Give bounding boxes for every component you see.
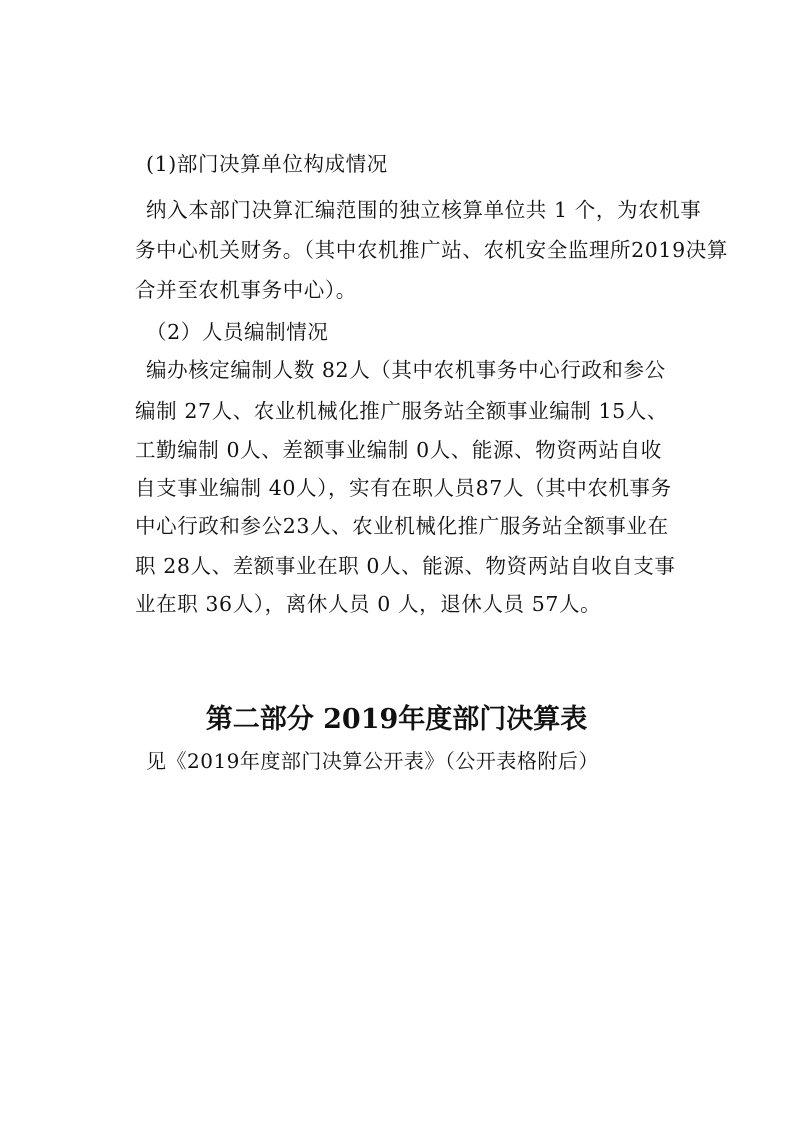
section2-title: （2）人员编制情况 — [146, 320, 329, 344]
section2-line-3: 工勤编制 0人、差额事业编制 0人、能源、物资两站自收 — [135, 438, 662, 462]
part2-heading: 第二部分 2019年度部门决算表 — [205, 704, 588, 735]
section2-line-2: 编制 27人、农业机械化推广服务站全额事业编制 15人、 — [135, 399, 669, 423]
section2-line-1: 编办核定编制人数 82人（其中农机事务中心行政和参公 — [146, 358, 666, 382]
part2-note: 见《2019年度部门决算公开表》（公开表格附后） — [146, 749, 599, 773]
section1-line-1: 纳入本部门决算汇编范围的独立核算单位共 1 个，为农机事 — [146, 198, 702, 222]
section2-line-5: 中心行政和参公23人、农业机械化推广服务站全额事业在 — [135, 514, 669, 538]
section1-title: (1)部门决算单位构成情况 — [146, 152, 388, 176]
section1-line-2: 务中心机关财务。（其中农机推广站、农机安全监理所2019决算 — [135, 238, 728, 262]
section1-line-3: 合并至农机事务中心）。 — [135, 278, 357, 302]
section2-line-4: 自支事业编制 40人），实有在职人员87人（其中农机事务 — [135, 476, 672, 500]
section2-line-6: 职 28人、差额事业在职 0人、能源、物资两站自收自支事 — [135, 554, 676, 578]
section2-line-7: 业在职 36人），离休人员 0 人，退休人员 57人。 — [135, 592, 602, 616]
